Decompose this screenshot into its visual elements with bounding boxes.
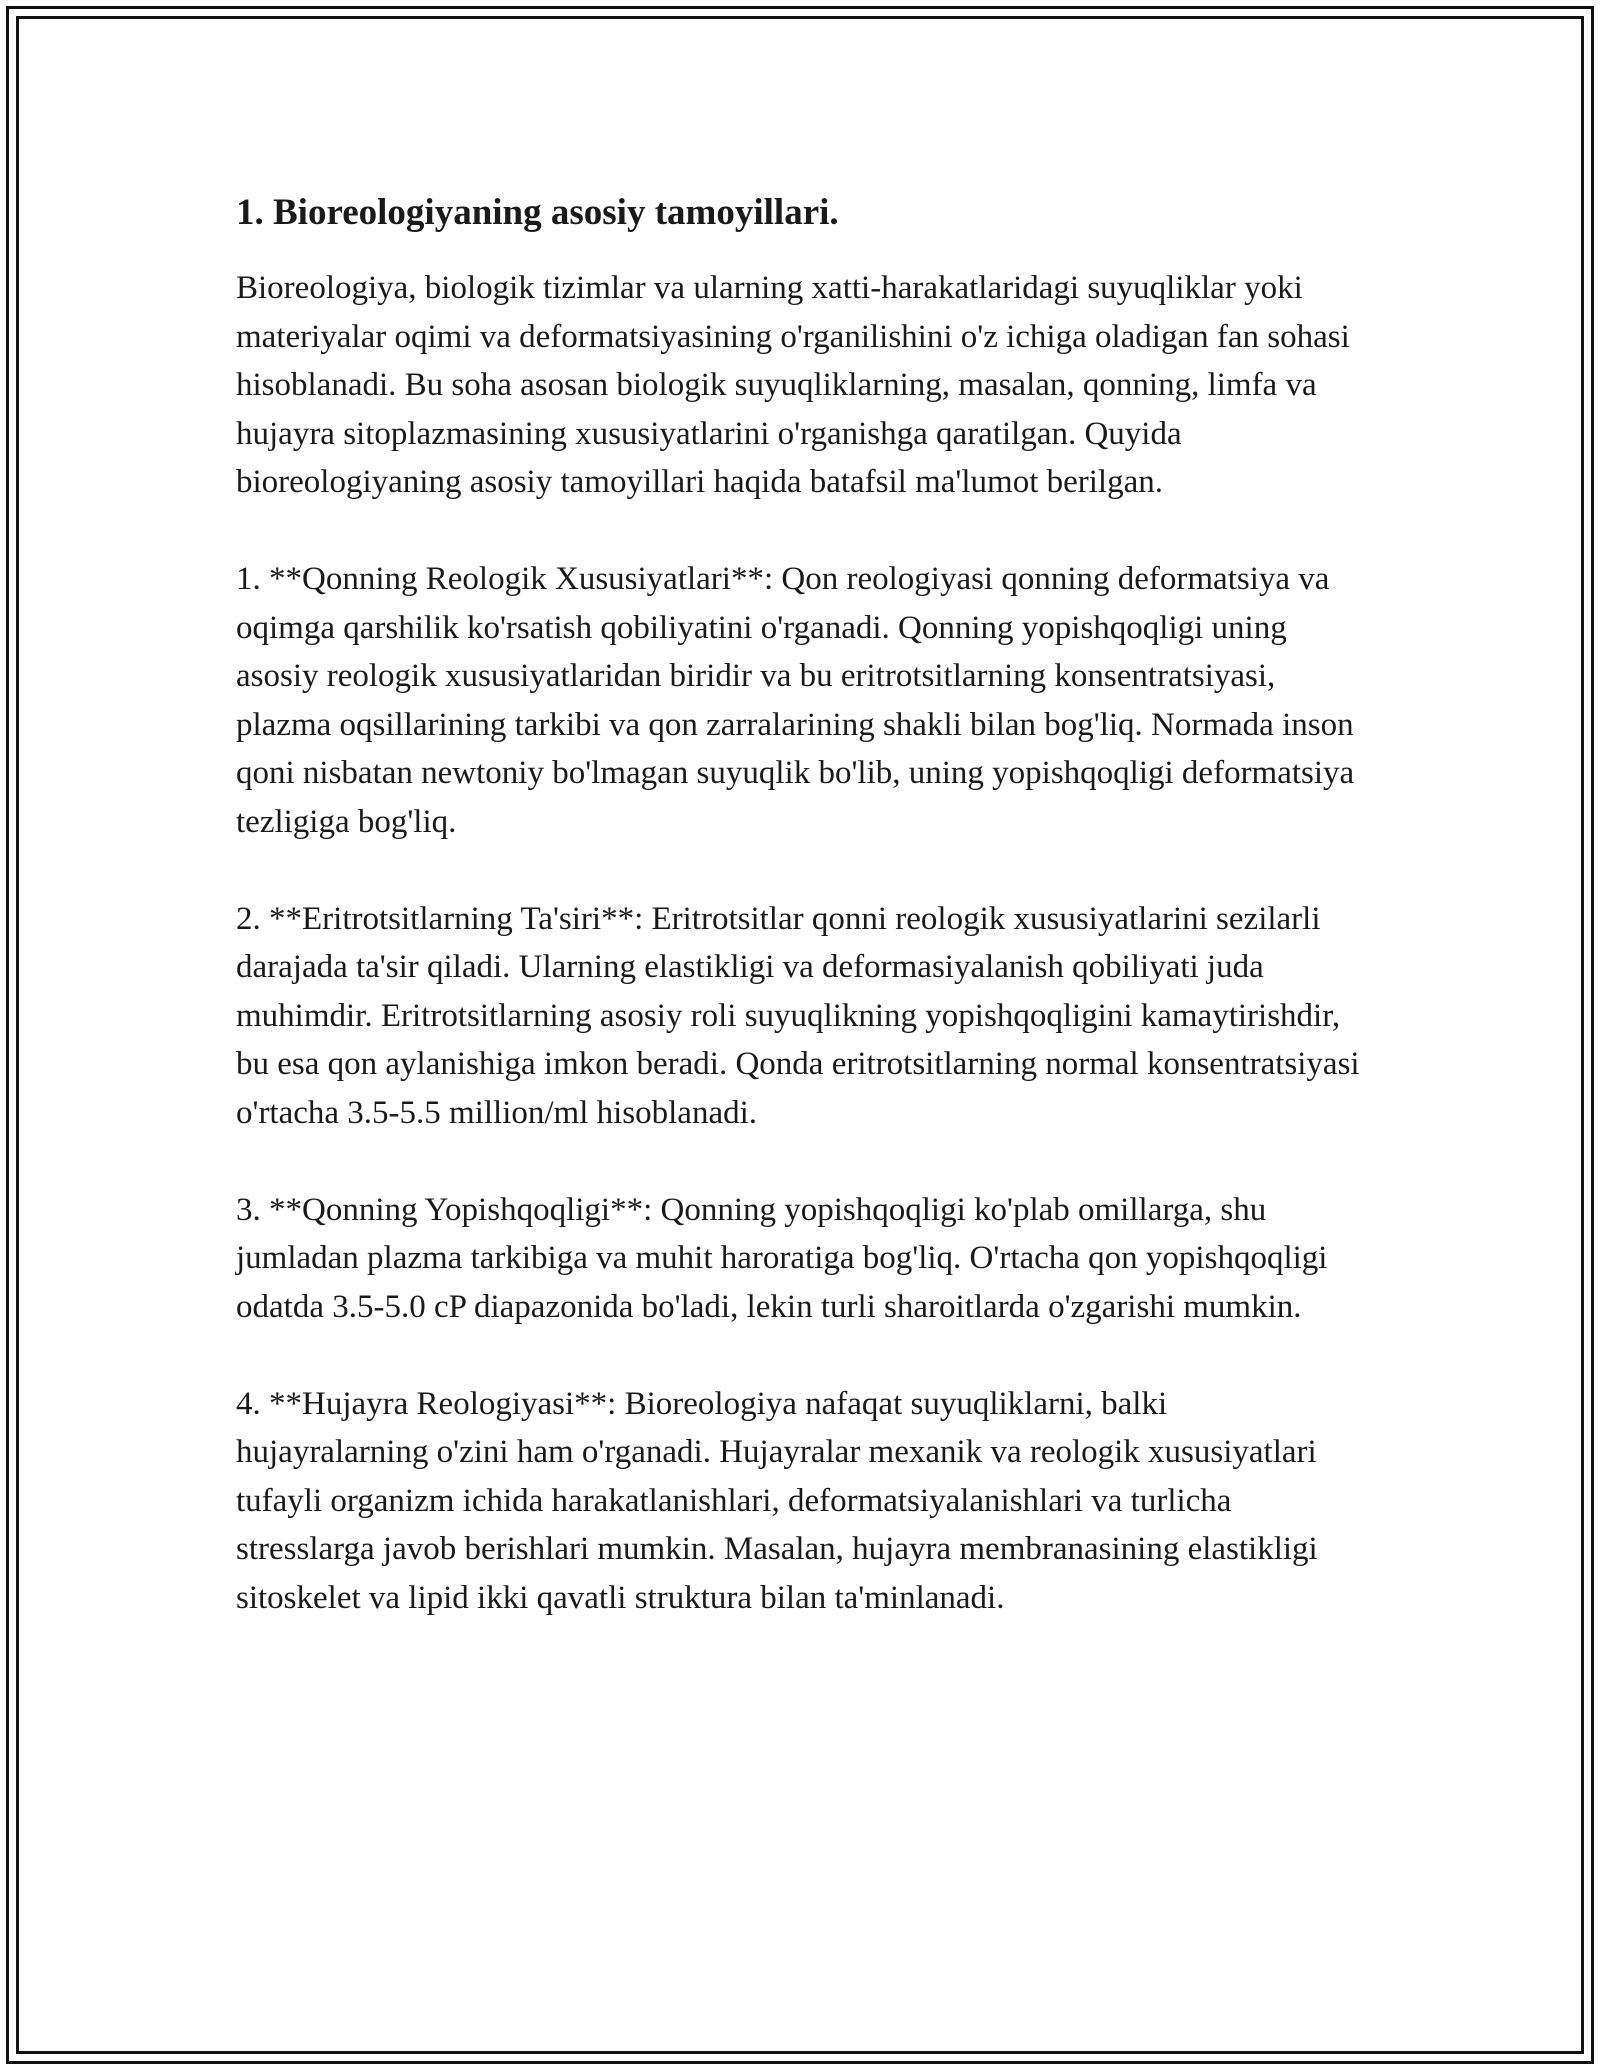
paragraph-cell-rheology: 4. **Hujayra Reologiyasi**: Bioreologiya nafaqat suyuqliklarni, balki hujayralarning o'zini ham o'rganadi. Hujayralar mexanik va reologik xususiyatlari tufayli organizm ichida harakatlanishlari, deformatsiyalanishlari va turlicha stresslarga javob berishlari mumkin. Masalan, hujayra membranasining elastikligi sitoskelet va lipid ikki qavatli struktura bilan ta'minlanadi. — [236, 1385, 1318, 1616]
paragraph-blood-rheology: 1. **Qonning Reologik Xususiyatlari**: Qon reologiyasi qonning deformatsiya va oqimga qarshilik ko'rsatish qobiliyatini o'rganadi. Qonning yopishqoqligi uning asosiy reologik xususiyatlaridan biridir va bu eritrotsitlarning konsentratsiyasi, plazma oqsillarining tarkibi va qon zarralarining shakli bilan bog'liq. Normada inson qoni nisbatan newtoniy bo'lmagan suyuqlik bo'lib, uning yopishqoqligi deformatsiya tezligiga bog'liq. — [236, 561, 1355, 840]
document-body — [236, 188, 1366, 1671]
paragraph-erythrocytes: 2. **Eritrotsitlarning Ta'siri**: Eritrotsitlar qonni reologik xususiyatlarini sezilarli darajada ta'sir qiladi. Ularning elastikligi va deformasiyalanish qobiliyati juda muhimdir. Eritrotsitlarning asosiy roli suyuqlikning yopishqoqligini kamaytirishdir, bu esa qon aylanishiga imkon beradi. Qonda eritrotsitlarning normal konsentratsiyasi o'rtacha 3.5-5.5 million/ml hisoblanadi. — [236, 900, 1360, 1131]
intro-paragraph: Bioreologiya, biologik tizimlar va ularning xatti-harakatlaridagi suyuqliklar yoki materiyalar oqimi va deformatsiyasining o'rganilishini o'z ichiga oladigan fan sohasi hisoblanadi. Bu soha asosan biologik suyuqliklarning, masalan, qonning, limfa va hujayra sitoplazmasining xususiyatlarini o'rganishga qaratilgan. Quyida bioreologiyaning asosiy tamoyillari haqida batafsil ma'lumot berilgan. — [236, 270, 1350, 500]
paragraph-blood-viscosity: 3. **Qonning Yopishqoqligi**: Qonning yopishqoqligi ko'plab omillarga, shu jumladan plazma tarkibiga va muhit haroratiga bog'liq. O'rtacha qon yopishqoqligi odatda 3.5-5.0 cP diapazonida bo'ladi, lekin turli sharoitlarda o'zgarishi mumkin. — [236, 1191, 1328, 1325]
section-heading: 1. Bioreologiyaning asosiy tamoyillari. — [236, 192, 839, 233]
